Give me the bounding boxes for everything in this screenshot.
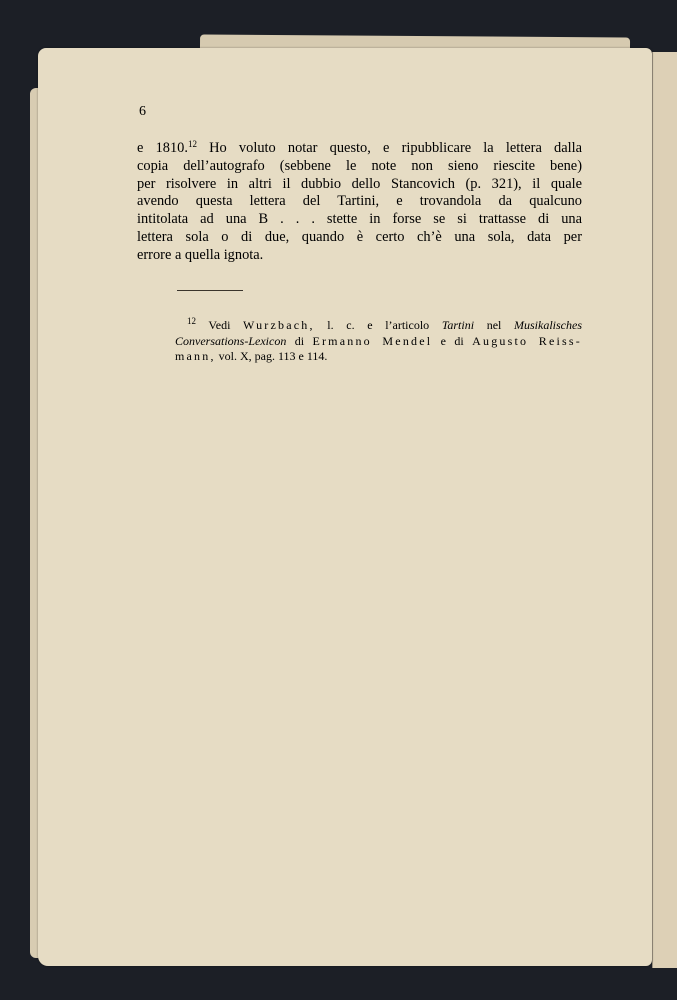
author-name-reissmann-end: mann,: [175, 349, 216, 363]
footnote-divider: [177, 290, 243, 291]
footnote-text: e di: [432, 333, 473, 348]
author-name-reissmann: Augusto Reiss-: [472, 333, 582, 348]
footnote-text: Vedi: [196, 318, 244, 332]
body-line-2: copia dell’autografo (sebbene le note non sieno riescite bene): [137, 157, 582, 174]
italic-title-musikalisches: Musikalisches: [514, 318, 582, 332]
italic-title-tartini: Tartini: [441, 318, 475, 332]
body-line-7: errore a quella ignota.: [137, 246, 264, 263]
body-line-4: avendo questa lettera del Tartini, e trovandola da qualcuno: [137, 193, 582, 210]
body-paragraph: [137, 140, 582, 265]
page-number: 6: [139, 104, 146, 119]
body-line-1: [137, 140, 582, 158]
body-line-3: per risolvere in altri il dubbio dello Stancovich (p. 321), il quale: [137, 175, 582, 192]
body-line-1-end: Ho voluto notar questo, e ripubblicare la lettera dalla: [196, 140, 582, 156]
footnote-line-3: [175, 349, 582, 365]
footnote: [175, 318, 582, 365]
footnote-text: l. c. e l’articolo: [314, 318, 442, 332]
footnote-line-2: [175, 334, 582, 350]
footnote-reference: 12: [187, 139, 197, 149]
footnote-text: di: [286, 333, 313, 348]
italic-title-lexicon: Conversations-Lexicon: [175, 333, 287, 348]
body-line-5: intitolata ad una B . . . stette in forse se si trattasse di una: [137, 211, 582, 228]
body-line-6: lettera sola o di due, quando è certo ch’è una sola, data per: [137, 228, 582, 245]
body-line-1-start: e 1810.: [137, 140, 188, 156]
facing-page-edge: [652, 52, 677, 968]
footnote-line-1: [175, 318, 582, 334]
footnote-marker: 12: [187, 316, 196, 326]
footnote-text: vol. X, pag. 113 e 114.: [215, 349, 328, 363]
footnote-text: nel: [474, 318, 514, 332]
author-name-wurzbach: Wurzbach,: [243, 318, 315, 332]
author-name-mendel: Ermanno Mendel: [312, 333, 433, 348]
